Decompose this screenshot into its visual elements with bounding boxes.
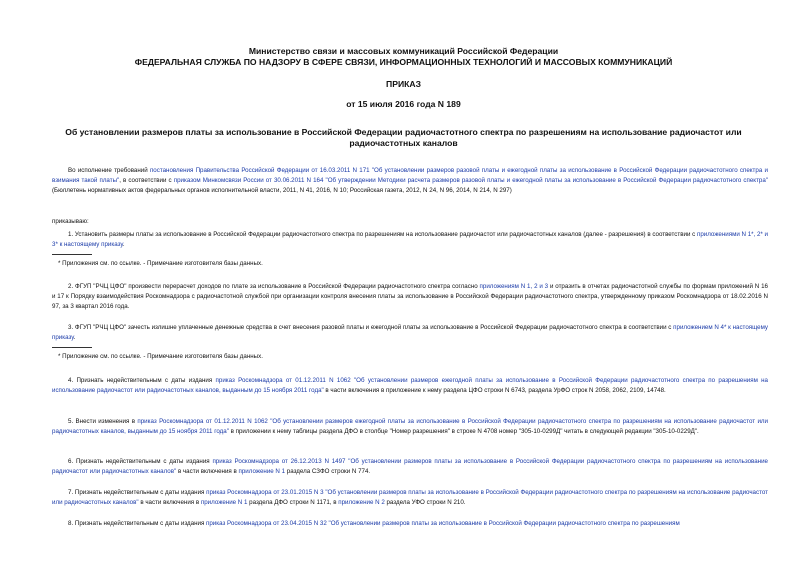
document-type: ПРИКАЗ xyxy=(386,79,421,89)
ministry-order-link[interactable]: приказом Минкомсвязи России от 30.06.2011 N 164 "Об утверждении Методики расчета размеров разовой платы и ежегодной платы за использование в Российской Федерации радиочастотного спектра" xyxy=(173,177,768,185)
appendix-1-link[interactable]: приложение N 1 xyxy=(238,468,286,476)
item-3: 3. ФГУП "РЧЦ ЦФО" зачесть излишне уплаченные денежные средства в счет внесения разовой платы и ежегодной платы за использование в Российской Федерации радиочастотного спектра в соответствии с приложением N 4* к настоящему приказу. xyxy=(52,324,768,342)
appendix-4-link[interactable]: приложением N 4* к настоящему приказу xyxy=(52,324,768,342)
item-8: 8. Признать недействительным с даты издания приказ Роскомнадзора от 23.04.2015 N 32 "Об установлении размеров платы за использование в Российской Федерации радиочастотного спектра по разрешениям xyxy=(68,520,680,527)
order-3-link[interactable]: приказ Роскомнадзора от 23.01.2015 N 3 "Об установлении размеров платы за использование в Российской Федерации радиочастотного спектра по разрешениям на использование радиочастот или радиочастотных каналов" xyxy=(52,489,768,507)
government-decree-link[interactable]: постановления Правительства Российской Федерации от 16.03.2011 N 171 "Об установлении размеров разовой платы и ежегодной платы за использование в Российской Федерации радиочастотного спектра и взимания такой платы" xyxy=(52,167,768,185)
footnote-2: * Приложение см. по ссылке. - Примечание изготовителя базы данных. xyxy=(58,353,263,360)
item-4: 4. Признать недействительным с даты издания приказ Роскомнадзора от 01.12.2011 N 1062 "Об установлении размеров ежегодной платы за использование в Российской Федерации радиочастотного спектра по разрешениям на использование радиочастот или радиочастотных каналов, выданным до 15 ноября 2011 года" в части включения в приложение к нему раздела ЦФО строки N 6743, раздела УрФО строк N 2058, 2062, 2109, 14748. xyxy=(52,377,768,395)
item-5: 5. Внести изменения в приказ Роскомнадзора от 01.12.2011 N 1062 "Об установлении размеров ежегодной платы за использование в Российской Федерации радиочастотного спектра по разрешениям на использование радиочастот или радиочастотных каналов, выданным до 15 ноября 2011 года" в приложении к нему таблицы раздела ДФО в столбце "Номер разрешения" в строке N 4708 номер "305-10-0299Д" читать в следующей редакции "305-10-0229Д". xyxy=(52,418,768,436)
footnote-divider xyxy=(52,254,92,255)
item-2: 2. ФГУП "РЧЦ ЦФО" произвести перерасчет доходов по плате за использование в Российской Федерации радиочастотного спектра согласно приложениям N 1, 2 и 3 и отразить в отчетах радиочастотной службы по формам приложений N 16 и 17 к Порядку взаимодействия Роскомнадзора с радиочастотной службой при организации контроля внесения платы за использование в Российской Федерации радиочастотного спектра, утвержденному приказом Роскомнадзора от 18.02.2016 N 97, за 3 квартал 2016 года. xyxy=(52,283,769,311)
document-title: Об установлении размеров платы за использование в Российской Федерации радиочастотного спектра по разрешениям на использование радиочастот или радиочастотных каналов xyxy=(65,127,742,148)
order-1062-link[interactable]: приказ Роскомнадзора от 01.12.2011 N 1062 "Об установлении размеров ежегодной платы за использование в Российской Федерации радиочастотного спектра по разрешениям на использование радиочастот или радиочастотных каналов, выданным до 15 ноября 2011 года" xyxy=(52,377,768,395)
order-1497-link[interactable]: приказ Роскомнадзора от 26.12.2013 N 1497 "Об установлении размеров платы за использование в Российской Федерации радиочастотного спектра по разрешениям на использование радиочастот или радиочастотных каналов" xyxy=(52,458,768,476)
order-word: приказываю: xyxy=(52,218,89,225)
appendix-1-link[interactable]: приложение N 1 xyxy=(200,499,248,507)
item-6: 6. Признать недействительным с даты издания приказ Роскомнадзора от 26.12.2013 N 1497 "Об установлении размеров платы за использование в Российской Федерации радиочастотного спектра по разрешениям на использование радиочастот или радиочастотных каналов" в части включения в приложение N 1 раздела СЗФО строки N 774. xyxy=(52,458,768,476)
document-date: от 15 июля 2016 года N 189 xyxy=(346,99,461,109)
footnote-divider xyxy=(52,347,92,348)
item-7: 7. Признать недействительным с даты издания приказ Роскомнадзора от 23.01.2015 N 3 "Об установлении размеров платы за использование в Российской Федерации радиочастотного спектра по разрешениям на использование радиочастот или радиочастотных каналов" в части включения в приложение N 1 раздела ДФО строки N 1171, в приложение N 2 раздела УФО строки N 210. xyxy=(52,489,768,507)
item-1: 1. Установить размеры платы за использование в Российской Федерации радиочастотного спектра по разрешениям на использование радиочастот или радиочастотных каналов (далее - разрешения) в соответствии с приложениями N 1*, 2* и 3* к настоящему приказу. xyxy=(52,231,769,249)
appendices-1-2-3-link[interactable]: приложениями N 1*, 2* и 3* к настоящему приказу xyxy=(52,231,769,249)
order-1062-link[interactable]: приказ Роскомнадзора от 01.12.2011 N 1062 "Об установлении размеров ежегодной платы за использование в Российской Федерации радиочастотного спектра по разрешениям на использование радиочастот или радиочастотных каналов, выданным до 15 ноября 2011 года" xyxy=(52,418,768,436)
appendices-link[interactable]: приложениям N 1, 2 и 3 xyxy=(479,283,549,290)
appendix-2-link[interactable]: приложение N 2 xyxy=(338,499,385,507)
preamble-paragraph: Во исполнение требований постановления Правительства Российской Федерации от 16.03.2011 N 171 "Об установлении размеров разовой платы и ежегодной платы за использование в Российской Федерации радиочастотного спектра и взимания такой платы", в соответствии с приказом Минкомсвязи России от 30.06.2011 N 164 "Об утверждении Методики расчета размеров разовой платы и ежегодной платы за использование в Российской Федерации радиочастотного спектра" (Бюллетень нормативных актов федеральных органов исполнительной власти, 2011, N 41, 2016, N 10; Российская газета, 2012, N 24, N 96, 2014, N 214, N 297) xyxy=(52,167,768,195)
footnote-1: * Приложения см. по ссылке. - Примечание изготовителя базы данных. xyxy=(58,260,263,267)
service-name: ФЕДЕРАЛЬНАЯ СЛУЖБА ПО НАДЗОРУ В СФЕРЕ СВЯЗИ, ИНФОРМАЦИОННЫХ ТЕХНОЛОГИЙ И МАССОВЫХ КОММУНИКАЦИЙ xyxy=(134,57,673,67)
ministry-name: Министерство связи и массовых коммуникаций Российской Федерации xyxy=(248,46,559,56)
order-32-link[interactable]: приказ Роскомнадзора от 23.04.2015 N 32 "Об установлении размеров платы за использование в Российской Федерации радиочастотного спектра по разрешениям xyxy=(206,520,680,527)
